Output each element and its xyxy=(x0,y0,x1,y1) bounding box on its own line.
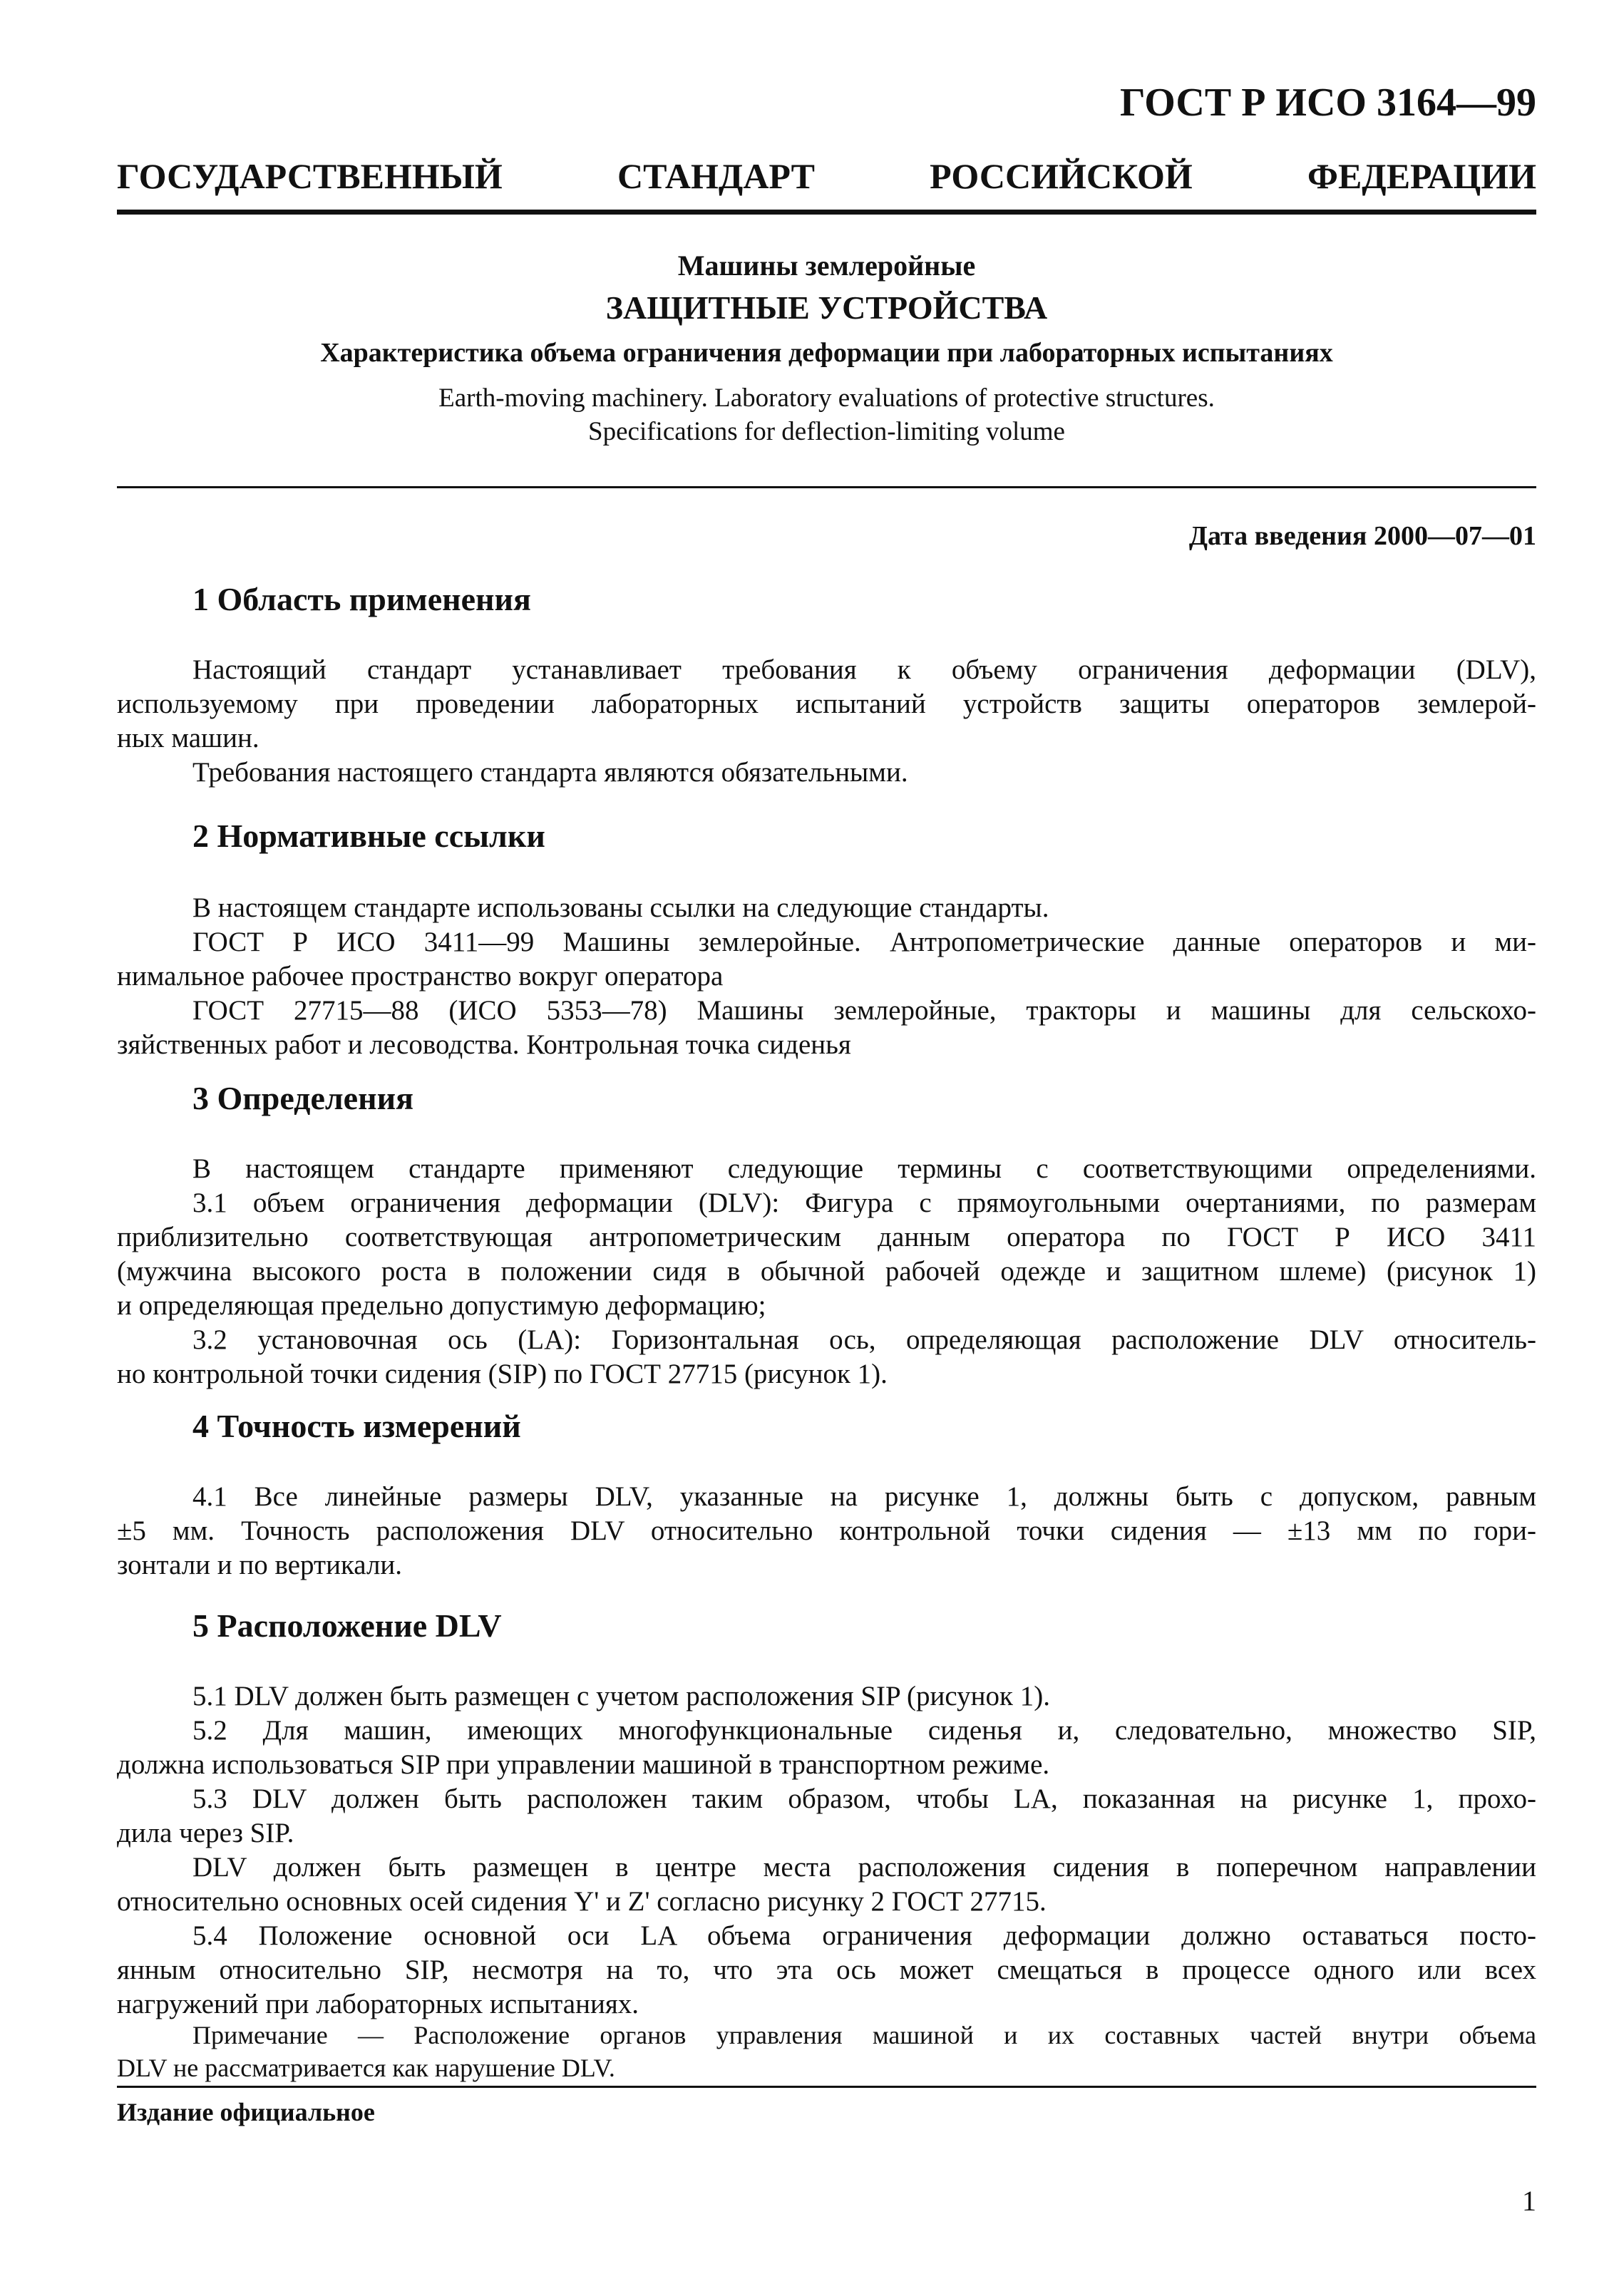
section-5-body xyxy=(117,1679,1536,2022)
text-line: дила через SIP. xyxy=(117,1818,294,1848)
text-line: 5.4 Положение основной оси LA объема ограничения деформации должно оставаться посто- xyxy=(192,1920,1536,1951)
text-line: 5.3 DLV должен быть расположен таким образом, чтобы LA, показанная на рисунке 1, прохо- xyxy=(192,1783,1536,1814)
text-line: 5.1 DLV должен быть размещен с учетом расположения SIP (рисунок 1). xyxy=(192,1681,1050,1711)
standard-number: ГОСТ Р ИСО 3164—99 xyxy=(1119,81,1536,125)
note-line-2: DLV не рассматривается как нарушение DLV. xyxy=(117,2054,615,2082)
text-line: ГОСТ 27715—88 (ИСО 5353—78) Машины землеройные, тракторы и машины для сельскохо- xyxy=(192,995,1536,1026)
effective-date: Дата введения 2000—07—01 xyxy=(1188,521,1536,551)
state-standard-banner: ГОСУДАРСТВЕННЫЙ СТАНДАРТ РОССИЙСКОЙ ФЕДЕРАЦИИ xyxy=(117,156,1536,196)
title-main: ЗАЩИТНЫЕ УСТРОЙСТВА xyxy=(605,289,1048,326)
section-2-heading: 2 Нормативные ссылки xyxy=(192,818,545,854)
note xyxy=(117,2019,1536,2084)
title-subtitle: Характеристика объема ограничения деформации при лабораторных испытаниях xyxy=(320,338,1333,368)
note-line-1: Примечание — Расположение органов управления машиной и их составных частей внутри объема xyxy=(192,2021,1536,2049)
text-line: должна использоваться SIP при управлении машиной в транспортном режиме. xyxy=(117,1749,1050,1780)
text-line: ±5 мм. Точность расположения DLV относительно контрольной точки сидения — ±13 мм по гори- xyxy=(117,1515,1536,1546)
official-edition-label: Издание официальное xyxy=(117,2098,375,2126)
text-line: В настоящем стандарте использованы ссылки на следующие стандарты. xyxy=(192,892,1049,923)
title-english-1: Earth-moving machinery. Laboratory evaluations of protective structures. xyxy=(438,383,1215,413)
text-line: используемому при проведении лабораторных испытаний устройств защиты операторов землерой- xyxy=(117,689,1536,719)
text-line: В настоящем стандарте применяют следующие термины с соответствующими определениями. xyxy=(192,1153,1536,1184)
title-category: Машины землеройные xyxy=(677,249,976,282)
text-line: Требования настоящего стандарта являются обязательными. xyxy=(192,757,908,788)
text-line: и определяющая предельно допустимую деформацию; xyxy=(117,1290,766,1321)
text-line: приблизительно соответствующая антропометрическим данным оператора по ГОСТ Р ИСО 3411 xyxy=(117,1222,1536,1252)
section-4-heading: 4 Точность измерений xyxy=(192,1408,521,1444)
text-line: 5.2 Для машин, имеющих многофункциональные сиденья и, следовательно, множество SIP, xyxy=(192,1715,1536,1746)
text-line: относительно основных осей сидения Y' и Z' согласно рисунку 2 ГОСТ 27715. xyxy=(117,1886,1047,1917)
text-line: DLV должен быть размещен в центре места расположения сидения в поперечном направлении xyxy=(192,1852,1536,1883)
section-2-body xyxy=(117,891,1536,1062)
section-1-heading: 1 Область применения xyxy=(192,581,531,617)
text-line: нагружений при лабораторных испытаниях. xyxy=(117,1989,639,2019)
page-number: 1 xyxy=(1522,2185,1536,2217)
section-3-body xyxy=(117,1152,1536,1391)
text-line: ных машин. xyxy=(117,723,259,753)
text-line: зонтали и по вертикали. xyxy=(117,1550,403,1580)
text-line: янным относительно SIP, несмотря на то, что эта ось может смещаться в процессе одного или всех xyxy=(117,1955,1536,1985)
title-divider xyxy=(117,486,1536,488)
header-divider xyxy=(117,210,1536,215)
section-4-body xyxy=(117,1480,1536,1582)
text-line: Настоящий стандарт устанавливает требования к объему ограничения деформации (DLV), xyxy=(192,654,1536,685)
section-5-heading: 5 Расположение DLV xyxy=(192,1607,502,1644)
section-3-heading: 3 Определения xyxy=(192,1080,413,1116)
text-line: 3.2 установочная ось (LA): Горизонтальная ось, определяющая расположение DLV относитель- xyxy=(192,1324,1536,1355)
text-line: 4.1 Все линейные размеры DLV, указанные на рисунке 1, должны быть с допуском, равным xyxy=(192,1481,1536,1512)
footer-divider xyxy=(117,2086,1536,2088)
text-line: но контрольной точки сидения (SIP) по ГОСТ 27715 (рисунок 1). xyxy=(117,1359,888,1389)
text-line: ГОСТ Р ИСО 3411—99 Машины землеройные. Антропометрические данные операторов и ми- xyxy=(192,927,1536,957)
section-1-body xyxy=(117,653,1536,790)
title-english-2: Specifications for deflection-limiting volume xyxy=(588,417,1065,446)
text-line: 3.1 объем ограничения деформации (DLV): Фигура с прямоугольными очертаниями, по размерам xyxy=(192,1188,1536,1218)
text-line: (мужчина высокого роста в положении сидя в обычной рабочей одежде и защитном шлеме) (рисунок 1) xyxy=(117,1256,1536,1287)
text-line: зяйственных работ и лесоводства. Контрольная точка сиденья xyxy=(117,1029,851,1060)
text-line: нимальное рабочее пространство вокруг оператора xyxy=(117,961,724,992)
